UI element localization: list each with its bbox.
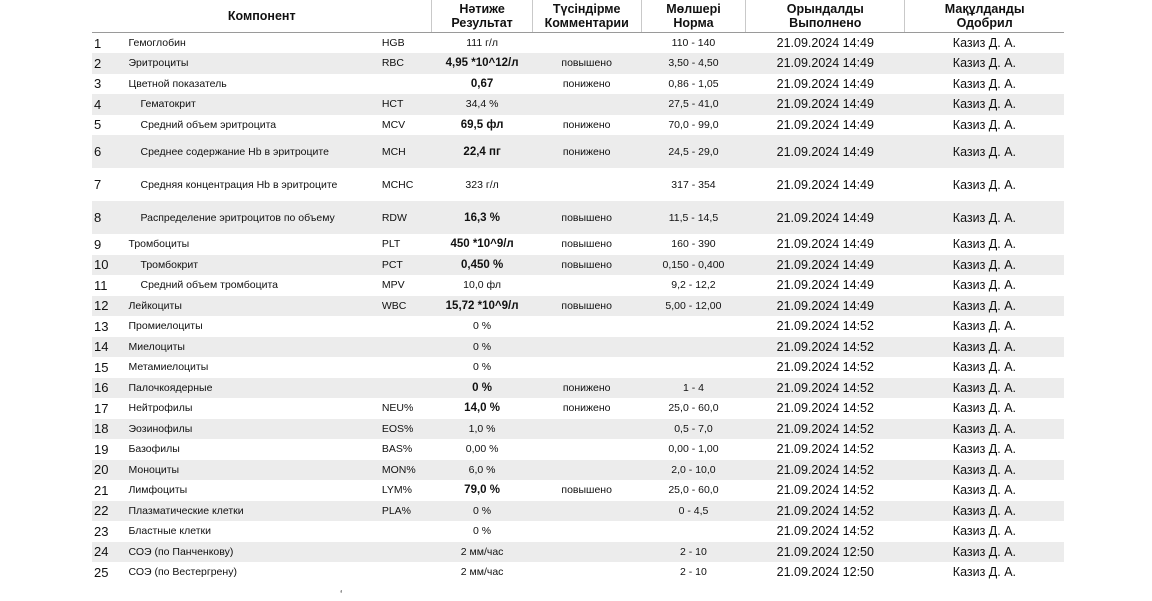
component-name: Палочкоядерные [123,378,382,399]
approved-by: Казиз Д. А. [905,255,1064,276]
row-number: 4 [92,94,123,115]
component-code: PCT [382,255,432,276]
approved-by: Казиз Д. А. [952,76,1017,91]
comment-text [532,562,641,583]
row-number: 23 [94,523,109,539]
norm-range: 0,150 - 0,400 [641,255,746,276]
done-datetime: 21.09.2024 14:49 [776,237,874,252]
component-code: WBC [382,296,432,317]
component-code: MPV [381,279,405,292]
table-row [92,357,1064,378]
comment-text [532,168,641,201]
done-datetime: 21.09.2024 14:52 [746,337,905,358]
component-code: LYM% [381,484,412,497]
norm-range [641,337,746,358]
table-row [92,115,1064,136]
component-code [382,562,432,583]
table-row [92,562,1064,583]
component-code: MCV [381,118,406,131]
component-name: Средняя концентрация Hb в эритроците [140,178,338,191]
result-value: 34,4 % [432,94,532,115]
approved-by: Казиз Д. А. [952,36,1017,50]
component-name: Среднее содержание Hb в эритроците [123,135,382,168]
norm-range: 2,0 - 10,0 [641,460,746,481]
approved-by: Казиз Д. А. [905,460,1064,481]
component-name: Распределение эритроцитов по объему [123,201,382,234]
row-number: 15 [94,359,109,375]
table-row [92,53,1064,74]
component-name: Цветной показатель [128,77,227,90]
table-body [92,33,1064,583]
result-value: 0 % [473,361,492,374]
done-datetime: 21.09.2024 14:49 [746,201,905,234]
norm-range: 110 - 140 [671,37,716,49]
approved-by: Казиз Д. А. [905,94,1064,115]
row-number: 18 [92,419,123,440]
result-value: 2 мм/час [460,566,504,579]
comment-text: понижено [562,402,611,415]
approved-by: Казиз Д. А. [952,360,1017,375]
done-datetime: 21.09.2024 14:52 [746,419,905,440]
component-name: Плазматические клетки [123,501,382,522]
norm-range: 0 - 4,5 [641,501,746,522]
table-row [92,316,1064,337]
norm-range: 70,0 - 99,0 [668,118,719,131]
component-code: HGB [381,37,405,49]
row-number: 19 [94,441,109,457]
header-done: Орындалды Выполнено [746,0,905,33]
result-value: 450 *10^9/л [450,238,514,251]
norm-range: 3,50 - 4,50 [641,53,746,74]
norm-range: 24,5 - 29,0 [641,135,746,168]
comment-text [532,33,641,54]
row-number: 14 [92,337,123,358]
row-number: 20 [92,460,123,481]
result-value: 6,0 % [432,460,532,481]
done-datetime: 21.09.2024 14:49 [776,278,874,293]
header-approved: Мақұлданды Одобрил [905,0,1064,33]
component-code: PLA% [382,501,432,522]
table-row [92,201,1064,234]
comment-text: повышено [532,255,641,276]
component-name: Эозинофилы [123,419,382,440]
comment-text: повышено [561,238,612,251]
component-name: Лейкоциты [123,296,382,317]
done-datetime: 21.09.2024 14:52 [776,483,874,498]
done-datetime: 21.09.2024 14:49 [776,76,874,91]
table-row [92,439,1064,460]
approved-by: Казиз Д. А. [952,177,1017,192]
table-row [92,460,1064,481]
norm-range: 0,00 - 1,00 [668,443,719,456]
row-number: 24 [92,542,123,563]
component-code [382,521,432,542]
table-row [92,378,1064,399]
result-value: 111 г/л [466,37,498,49]
norm-range: 5,00 - 12,00 [641,296,746,317]
table-row [92,275,1064,296]
table-row [92,521,1064,542]
table-row [92,337,1064,358]
component-name: Средний объем тромбоцита [140,279,278,292]
component-code [382,357,432,378]
comment-text: повышено [532,296,641,317]
result-value: 0 % [432,501,532,522]
table-row [92,419,1064,440]
component-name: Бластные клетки [128,525,211,538]
result-value: 69,5 фл [460,118,504,131]
component-name: Базофилы [128,443,180,456]
component-name: Эритроциты [123,53,382,74]
row-number: 12 [92,296,123,317]
comment-text [532,357,641,378]
component-code: MCH [382,135,432,168]
comment-text [532,419,641,440]
approved-by: Казиз Д. А. [905,378,1064,399]
component-name: СОЭ (по Панченкову) [123,542,382,563]
comment-text [532,275,641,296]
done-datetime: 21.09.2024 14:49 [746,135,905,168]
header-comment: Түсіндірме Комментарии [532,0,641,33]
comment-text [532,439,641,460]
approved-by: Казиз Д. А. [905,419,1064,440]
done-datetime: 21.09.2024 14:52 [776,524,874,539]
table-row [92,398,1064,419]
component-code [382,542,432,563]
row-number: 22 [92,501,123,522]
table-row [92,255,1064,276]
component-name: Миелоциты [123,337,382,358]
table-row [92,234,1064,255]
done-datetime: 21.09.2024 12:50 [746,542,905,563]
norm-range: 160 - 390 [671,238,716,251]
comment-text [532,501,641,522]
done-datetime: 21.09.2024 14:49 [776,36,874,50]
row-number: 2 [92,53,123,74]
row-number: 3 [94,76,102,92]
component-name: Гематокрит [123,94,382,115]
done-datetime: 21.09.2024 12:50 [776,565,874,580]
approved-by: Казиз Д. А. [905,501,1064,522]
result-value: 22,4 пг [432,135,532,168]
norm-range: 2 - 10 [641,542,746,563]
result-value: 14,0 % [464,402,500,415]
norm-range: 27,5 - 41,0 [641,94,746,115]
done-datetime: 21.09.2024 14:49 [746,255,905,276]
header-result: Нәтиже Результат [432,0,532,33]
done-datetime: 21.09.2024 14:52 [776,360,874,375]
comment-text [532,542,641,563]
lab-results-table [92,0,1064,583]
norm-range [641,357,746,378]
approved-by: Казиз Д. А. [905,296,1064,317]
header-norm: Мөлшері Норма [641,0,746,33]
norm-range: 1 - 4 [641,378,746,399]
component-code [382,316,432,337]
row-number: 13 [94,318,109,334]
result-value: 10,0 фл [463,279,502,292]
component-name: Моноциты [123,460,382,481]
row-number: 1 [94,35,102,51]
norm-range: 2 - 10 [680,566,707,579]
scan-mark: ʻ [340,589,343,601]
table-row [92,480,1064,501]
table-row [92,135,1064,168]
comment-text: понижено [562,77,611,90]
comment-text: повышено [532,53,641,74]
row-number: 25 [94,564,109,580]
component-code: EOS% [382,419,432,440]
result-value: 4,95 *10^12/л [432,53,532,74]
comment-text: понижено [562,118,611,131]
component-code: RDW [382,201,432,234]
result-value: 79,0 % [464,484,500,497]
result-value: 16,3 % [432,201,532,234]
component-code [382,337,432,358]
approved-by: Казиз Д. А. [952,524,1017,539]
approved-by: Казиз Д. А. [952,237,1017,252]
norm-range: 25,0 - 60,0 [668,402,719,415]
done-datetime: 21.09.2024 14:52 [776,442,874,457]
done-datetime: 21.09.2024 14:52 [746,501,905,522]
table-row [92,296,1064,317]
approved-by: Казиз Д. А. [952,401,1017,416]
row-number: 11 [94,277,108,293]
component-code: RBC [382,53,432,74]
done-datetime: 21.09.2024 14:52 [746,460,905,481]
component-name: Тромбоциты [128,238,190,251]
component-code [382,378,432,399]
component-name: Гемоглобин [128,37,186,49]
row-number: 6 [92,135,123,168]
approved-by: Казиз Д. А. [905,337,1064,358]
comment-text: понижено [532,135,641,168]
done-datetime: 21.09.2024 14:49 [746,53,905,74]
component-code: MCHC [381,178,414,191]
row-number: 9 [94,236,102,252]
row-number: 5 [94,117,102,133]
norm-range: 0,5 - 7,0 [641,419,746,440]
done-datetime: 21.09.2024 14:49 [746,296,905,317]
result-value: 15,72 *10^9/л [432,296,532,317]
result-value: 0,67 [470,77,494,90]
done-datetime: 21.09.2024 14:52 [746,378,905,399]
result-value: 0 % [473,525,492,538]
result-value: 2 мм/час [432,542,532,563]
approved-by: Казиз Д. А. [905,135,1064,168]
approved-by: Казиз Д. А. [905,542,1064,563]
done-datetime: 21.09.2024 14:52 [776,401,874,416]
result-value: 0 % [432,378,532,399]
row-number: 7 [94,177,102,192]
approved-by: Казиз Д. А. [952,442,1017,457]
component-code [382,74,432,95]
approved-by: Казиз Д. А. [952,483,1017,498]
norm-range: 317 - 354 [671,178,716,191]
result-value: 0,450 % [432,255,532,276]
norm-range: 9,2 - 12,2 [671,279,716,292]
done-datetime: 21.09.2024 14:49 [776,177,874,192]
component-code: NEU% [381,402,414,415]
approved-by: Казиз Д. А. [905,201,1064,234]
component-name: Средний объем эритроцита [140,118,277,131]
result-value: 323 г/л [465,178,499,191]
row-number: 10 [92,255,123,276]
done-datetime: 21.09.2024 14:49 [776,117,874,132]
comment-text: понижено [532,378,641,399]
row-number: 17 [94,400,109,416]
result-value: 0 % [432,337,532,358]
component-name: Нейтрофилы [128,402,193,415]
table-row [92,501,1064,522]
comment-text: повышено [532,201,641,234]
approved-by: Казиз Д. А. [905,53,1064,74]
row-number: 16 [92,378,123,399]
component-name: Промиелоциты [128,320,203,333]
component-name: Тромбокрит [123,255,382,276]
table-row [92,168,1064,201]
approved-by: Казиз Д. А. [952,319,1017,334]
header-component: Компонент [92,0,432,33]
component-code: BAS% [381,443,413,456]
lab-results-sheet [92,0,1064,583]
component-name: Метамиелоциты [128,361,209,374]
comment-text [532,316,641,337]
table-row [92,33,1064,54]
result-value: 1,0 % [432,419,532,440]
table-row [92,94,1064,115]
row-number: 21 [94,482,109,498]
approved-by: Казиз Д. А. [952,278,1017,293]
table-row [92,74,1064,95]
component-name: СОЭ (по Вестергрену) [128,566,237,579]
norm-range: 0,86 - 1,05 [668,77,719,90]
comment-text: повышено [561,484,612,497]
approved-by: Казиз Д. А. [952,565,1017,580]
result-value: 0 % [473,320,492,333]
component-code: HCT [382,94,432,115]
table-row [92,542,1064,563]
comment-text [532,94,641,115]
component-code: PLT [381,238,401,251]
norm-range: 25,0 - 60,0 [668,484,719,497]
component-code: MON% [382,460,432,481]
done-datetime: 21.09.2024 14:49 [746,94,905,115]
row-number: 8 [92,201,123,234]
table-header-row [92,0,1064,33]
done-datetime: 21.09.2024 14:52 [776,319,874,334]
norm-range: 11,5 - 14,5 [641,201,746,234]
result-value: 0,00 % [465,443,499,456]
comment-text [532,337,641,358]
comment-text [532,521,641,542]
comment-text [532,460,641,481]
norm-range [641,316,746,337]
approved-by: Казиз Д. А. [952,117,1017,132]
component-name: Лимфоциты [128,484,188,497]
norm-range [641,521,746,542]
